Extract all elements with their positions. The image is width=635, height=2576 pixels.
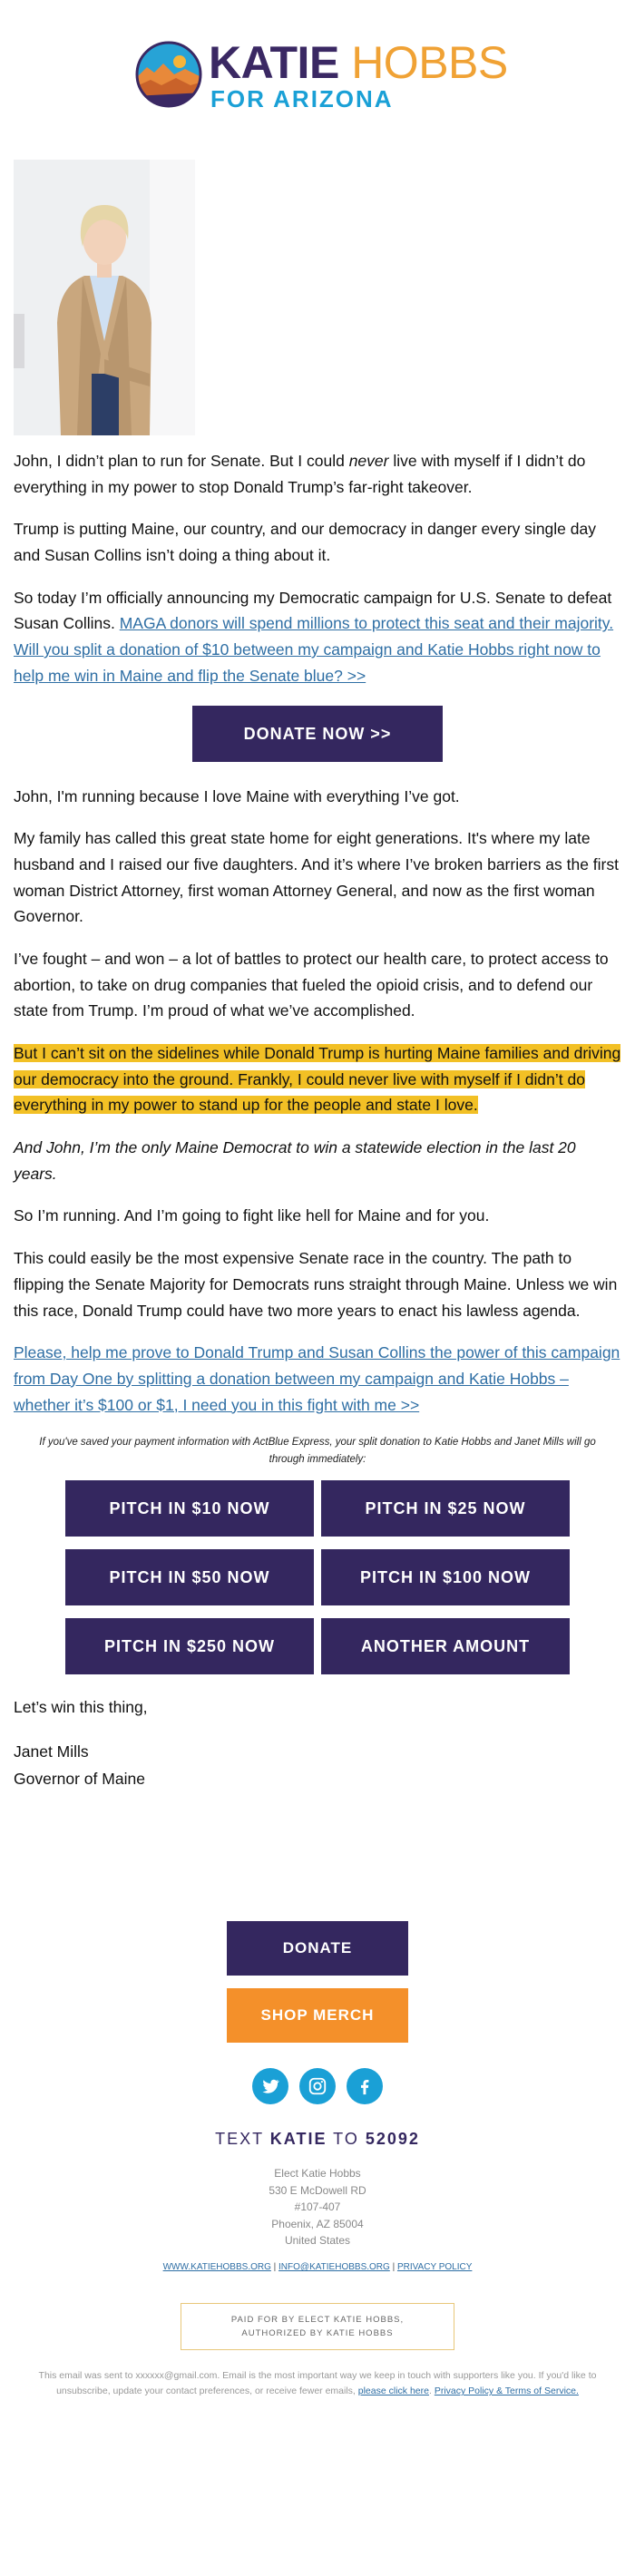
signer-title: Governor of Maine bbox=[14, 1770, 145, 1789]
intro-text-end: live with myself if I didn’t do everything in my power to stop Donald Trump’s far-right takeover. bbox=[14, 452, 586, 496]
legal-punct: . bbox=[428, 2386, 435, 2397]
another-amount-button[interactable]: ANOTHER AMOUNT bbox=[321, 1618, 570, 1674]
candidate-photo bbox=[14, 160, 195, 435]
address-line: United States bbox=[284, 2234, 351, 2248]
address-line: Phoenix, AZ 85004 bbox=[271, 2217, 364, 2230]
paragraph-announcement bbox=[14, 585, 621, 689]
legal-text: This email was sent to xxxxxx@gmail.com. Email is the most important way we keep in touch with supporters like you. If you'd like to unsubscribe, update your contact preferences, or receive fewer emails, bbox=[38, 2370, 597, 2397]
pitch-row bbox=[65, 1549, 570, 1605]
terms-link[interactable]: Privacy Policy & Terms of Service. bbox=[434, 2386, 579, 2397]
paragraph-intro bbox=[14, 448, 621, 500]
paragraph-statewide bbox=[14, 1135, 621, 1186]
actblue-express-note: If you've saved your payment information with ActBlue Express, your split donation to Katie Hobbs and Janet Mills will go through immediately: bbox=[39, 1437, 596, 1465]
italic-statement: And John, I’m the only Maine Democrat to win a statewide election in the last 20 years. bbox=[14, 1138, 576, 1183]
address-line: Elect Katie Hobbs bbox=[274, 2167, 361, 2180]
email-header bbox=[0, 0, 635, 136]
pitch-row bbox=[65, 1480, 570, 1537]
instagram-icon[interactable] bbox=[299, 2068, 336, 2104]
website-link[interactable]: WWW.KATIEHOBBS.ORG bbox=[162, 2261, 271, 2272]
paragraph-expensive-race: This could easily be the most expensive Senate race in the country. The path to flipping the Senate Majority for Democrats runs straight through Maine. Unless we win this race, Donald Trump could have two more years to enact his lawless agenda. bbox=[14, 1249, 618, 1320]
paragraph-final-ask bbox=[14, 1340, 621, 1418]
final-ask-link[interactable]: Please, help me prove to Donald Trump and Susan Collins the power of this campaign from Day One by splitting a donation between my campaign and Katie Hobbs – whether it’s $100 or $1, I need you in this fight with me >> bbox=[14, 1343, 620, 1414]
paragraph-highlight bbox=[14, 1040, 621, 1118]
announcement-text: So today I’m officially announcing my Democratic campaign for U.S. Senate to defeat Susan Collins. bbox=[14, 588, 612, 633]
portrait-illustration bbox=[14, 160, 195, 435]
privacy-policy-link[interactable]: PRIVACY POLICY bbox=[396, 2261, 473, 2272]
link-separator: | bbox=[270, 2261, 279, 2272]
address-line: 530 E McDowell RD bbox=[269, 2183, 366, 2197]
address-line: #107-407 bbox=[294, 2200, 341, 2214]
pitch-10-button[interactable]: PITCH IN $10 NOW bbox=[65, 1480, 314, 1537]
paragraph-record: I’ve fought – and won – a lot of battles to protect our health care, to protect access to abortion, to take on drug companies that fueled the opioid crisis, and to defend our state from Trump. I’m proud of what we’ve accomplished. bbox=[14, 949, 609, 1020]
text-prefix: TEXT bbox=[215, 2130, 270, 2148]
email-body bbox=[14, 448, 621, 1798]
arizona-landscape-icon bbox=[134, 40, 203, 109]
text-mid: TO bbox=[327, 2130, 366, 2148]
paid-by-line: PAID FOR BY ELECT KATIE HOBBS, bbox=[230, 2314, 405, 2325]
footer-links bbox=[0, 2262, 635, 2272]
paid-by-line: AUTHORIZED BY KATIE HOBBS bbox=[241, 2328, 394, 2339]
logo-first-name: KATIE bbox=[209, 37, 339, 88]
pitch-100-button[interactable]: PITCH IN $100 NOW bbox=[321, 1549, 570, 1605]
signature-block bbox=[14, 1694, 621, 1792]
pitch-250-button[interactable]: PITCH IN $250 NOW bbox=[65, 1618, 314, 1674]
highlighted-text: But I can’t sit on the sidelines while Donald Trump is hurting Maine families and driving our democracy into the ground. Frankly, I could never live with myself if I didn’t do everything in my power to stand up for the people and state I love. bbox=[14, 1044, 621, 1115]
legal-disclaimer bbox=[23, 2368, 612, 2399]
logo-tagline: FOR ARIZONA bbox=[210, 85, 394, 112]
social-links bbox=[0, 2068, 635, 2104]
text-number: 52092 bbox=[365, 2130, 420, 2148]
paid-for-by-box bbox=[181, 2303, 454, 2350]
email-footer bbox=[0, 1921, 635, 2399]
twitter-icon[interactable] bbox=[252, 2068, 288, 2104]
mailing-address bbox=[0, 2165, 635, 2249]
text-to-join bbox=[0, 2130, 635, 2149]
pitch-in-grid bbox=[65, 1480, 570, 1674]
closing-line: Let’s win this thing, bbox=[14, 1698, 148, 1717]
link-separator: | bbox=[389, 2261, 397, 2272]
footer-donate-button[interactable]: DONATE bbox=[227, 1921, 408, 1976]
split-donation-link[interactable]: MAGA donors will spend millions to protect this seat and their majority. Will you split a donation of $10 between my campaign and Katie Hobbs right now to help me win in Maine and flip the Senate blue? >> bbox=[14, 614, 614, 685]
paragraph-love-maine: John, I'm running because I love Maine with everything I’ve got. bbox=[14, 786, 460, 805]
paragraph-family: My family has called this great state home for eight generations. It's where my late husband and I raised our five daughters. And it’s where I’ve broken barriers as the first woman District Attorney, first woman Attorney General, and now as the first woman Governor. bbox=[14, 829, 619, 926]
donate-now-button[interactable]: DONATE NOW >> bbox=[192, 706, 443, 762]
logo-last-name: HOBBS bbox=[351, 37, 508, 88]
shop-merch-button[interactable]: SHOP MERCH bbox=[227, 1988, 408, 2043]
paragraph-running: So I’m running. And I’m going to fight like hell for Maine and for you. bbox=[14, 1206, 490, 1225]
text-keyword: KATIE bbox=[269, 2130, 327, 2148]
pitch-25-button[interactable]: PITCH IN $25 NOW bbox=[321, 1480, 570, 1537]
logo-name bbox=[209, 37, 508, 88]
email-link[interactable]: INFO@KATIEHOBBS.ORG bbox=[278, 2261, 390, 2272]
facebook-icon[interactable] bbox=[347, 2068, 383, 2104]
paragraph-danger: Trump is putting Maine, our country, and our democracy in danger every single day and Susan Collins isn’t doing a thing about it. bbox=[14, 520, 596, 565]
pitch-row bbox=[65, 1618, 570, 1674]
emphasis-never: never bbox=[348, 452, 389, 470]
unsubscribe-link[interactable]: please click here bbox=[357, 2386, 429, 2397]
pitch-50-button[interactable]: PITCH IN $50 NOW bbox=[65, 1549, 314, 1605]
intro-text: John, I didn’t plan to run for Senate. But I could bbox=[14, 452, 349, 470]
campaign-logo[interactable] bbox=[134, 36, 506, 112]
signer-name: Janet Mills bbox=[14, 1742, 89, 1761]
